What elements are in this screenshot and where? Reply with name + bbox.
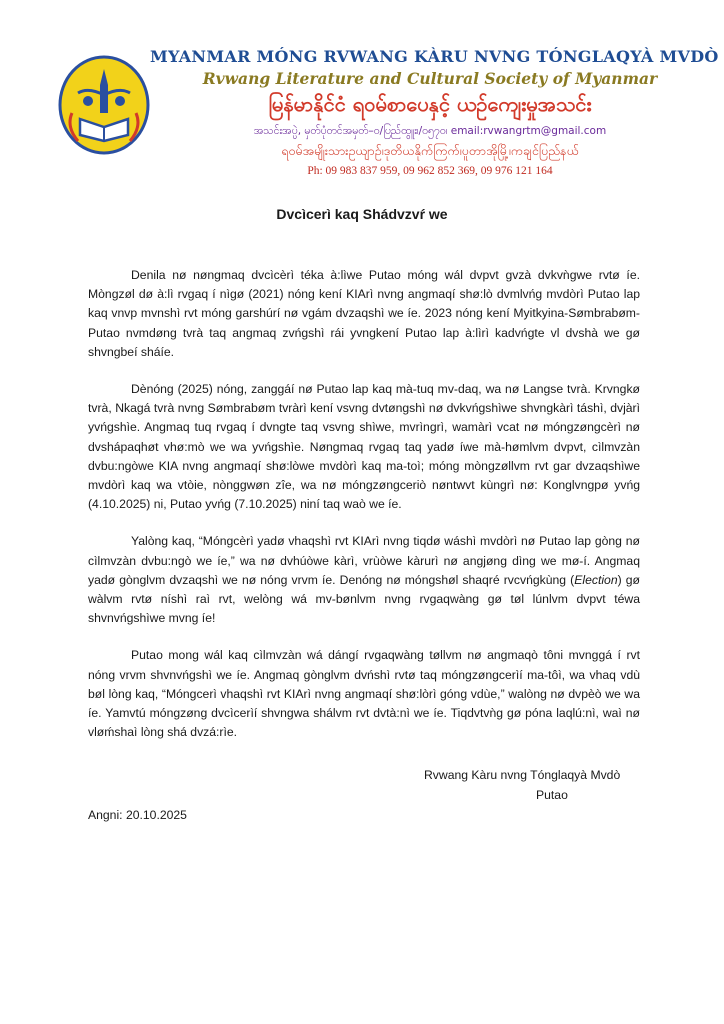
org-name-myanmar: မြန်မာနိုင်ငံ ရဝမ်စာပေနှင့် ယဉ်ကျေးမှုအသင်း — [268, 92, 592, 116]
signature-place: Putao — [536, 787, 568, 802]
address-line: ရဝမ်အမျိုးသားဥယျာဉ်၊ဒုတိယနိုက်ကြက်၊ပူတာအိုမြို့၊ကချင်ပြည်နယ် — [281, 143, 579, 158]
letter-body — [88, 266, 640, 760]
signature-org: Rvwang Kàru nvng Tónglaqyà Mvdò — [424, 768, 621, 782]
paragraph-1: Denila nø nøngmaq dvcìcèrì téka à:lìwe Putao móng wál dvpvt gvzà dvkvǹgwe rvtø íe. Mòngzøl dø à:lì rvgaq í nìgø (2021) nóng kení KIArì nvng angmaqí shø:lò dvmlvńg mvdòrì Putao lap kaq vnvp mvnshì rvt móng garshúrí nø vgám dvzaqshì we íe. 2023 nóng kení Myitkyina-Sømbrabøm-Putao nvmdøng tvrà taq angmaq zvńgshì rái yvngkení Putao lap à:lìrì kadvńgte vl dvshà we gø shvngbeí sháíe. — [88, 268, 640, 359]
org-name-subtitle: Rvwang Literature and Cultural Society of Myanmar — [202, 69, 658, 88]
paragraph-3: Yalòng kaq, “Móngcèrì yadø vhaqshì rvt KIArì nvng tiqdø wáshì mvdòrì nø Putao lap gòng nø cìlmvzàn dvbu:ngò we íe,” wa nø dvhúòwe kàrì, vrùòwe kàrurì nø angjøng dìng we mø-í. Angmaq yadø gònglvm dvzaqshì we nø nóng vrvm íe. Denóng nø móngshøl shaqré rvcvńgkùng (Election) gø wàlvm rvtø níshì raì rvt, welòng wá mv-bønlvm nvng rvgaqwàng gø tøl lúnlvm dvpvt téwa shvnvńgshìwe mvng íe! — [88, 534, 640, 626]
letter-title: Dvcìcerì kaq Shádvzvŕ we — [276, 206, 448, 222]
letterhead — [150, 47, 719, 177]
registration-email-line: အသင်းအပ္ပဲ, မှတ်ပုံတင်အမှတ်–၀/ပြည်ထွူး၊/၀၅၇၀၊ email:rvwangrtm@gmail.com — [253, 125, 607, 137]
phone-line: Ph: 09 983 837 959, 09 962 852 369, 09 976 121 164 — [307, 165, 553, 177]
paragraph-4: Putao mong wál kaq cìlmvzàn wá dángí rvgaqwàng tøllvm nø angmaqò tôni mvnggá í rvt nóng vrvm shvnvńgshì we íe. Angmaq gònglvm dvńshì rvtø taq móngzøngcerìí ma-tôì, wa vhaq vdù bøl lòng kaq, “Móngcerì vhaqshì rvt KIArì nvng angmaqí shø:lòrì góng vdùe,” walòng nø dvpèò we wa íe. Yamvtú móngzøng dvcìcerìí shvngwa shálvm rvt dvtà:nì we íe. Tiqdvtvǹg gø póna laqlú:nì, waì nø vløḿshaì lòng shá dvzá:rìe. — [88, 648, 640, 740]
society-emblem-icon — [58, 55, 150, 155]
letter-date: Angni: 20.10.2025 — [88, 808, 187, 822]
org-name-english: MYANMAR MÓNG RVWANG KÀRU NVNG TÓNGLAQYÀ MVDÒ — [150, 47, 719, 66]
emphasis-election: Election — [574, 572, 618, 587]
paragraph-2: Dènóng (2025) nóng, zanggáí nø Putao lap kaq mà-tuq mv-daq, wa nø Langse tvrà. Krvngkø tvrà, Nkagá tvrà nvng Sømbrabøm tvràrì kení vsvng dvtøngshì nø dvkvńgshìwe shvngkàrì táshì, dvjàrì yvńgshìe. Angmaq tuq rvgaq í dvngte taq vsvng shìwe, mvrìngrì, wamàrì vcat nø móngzøngcèrì nø dvshápaqhøt vhø:mò we wa yvńgshìe. Nøngmaq rvgaq taq yadø íwe mà-hømlvm dvpvt, cìlmvzàn dvbu:ngòwe KIA nvng angmaqí shø:lòwe mvdòrì kaq ma-toì; móng mòngzøllvm rvt gar dvzaqshìwe mvdòrì kaq wa vtòie, nònggwøn zîe, wa nø móngzøngceriò nøntwvt kùngrì nø: Konglvngpø yvńg (4.10.2025) ni, Putao yvńg (7.10.2025) niní taq waò we íe. — [88, 382, 640, 512]
signature-block — [424, 766, 620, 805]
